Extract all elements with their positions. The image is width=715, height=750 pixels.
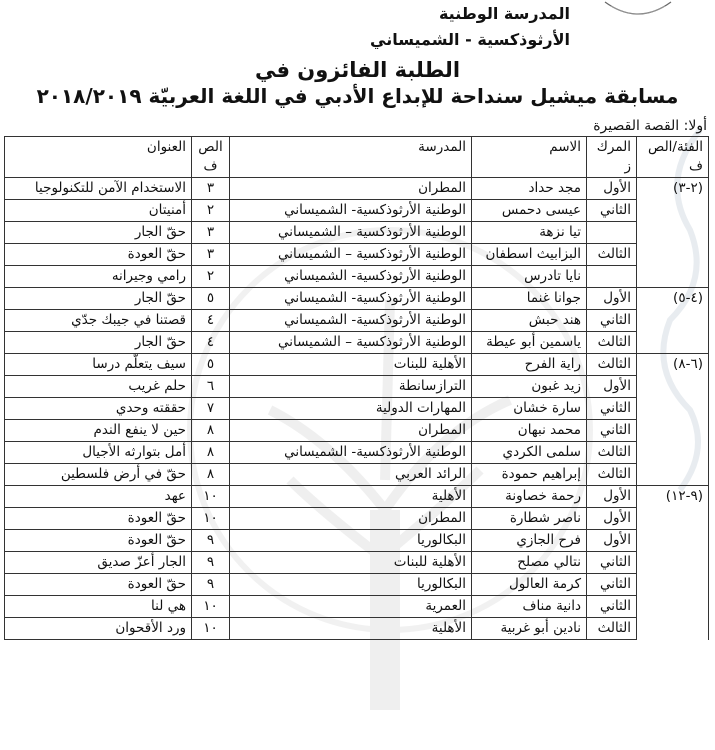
name-cell: زيد غبون	[472, 376, 587, 398]
category-cell	[637, 222, 709, 244]
rank-cell: الثالث	[587, 464, 637, 486]
grade-cell: ٣	[192, 244, 230, 266]
grade-cell: ٣	[192, 178, 230, 200]
category-cell	[637, 442, 709, 464]
name-cell: راية الفرح	[472, 354, 587, 376]
name-cell: البزابيث اسطفان	[472, 244, 587, 266]
title-cell: حققته وحدي	[5, 398, 192, 420]
rank-cell: الثاني	[587, 552, 637, 574]
name-cell: مجد حداد	[472, 178, 587, 200]
school-cell: الوطنية الأرثوذكسية- الشميساني	[230, 442, 472, 464]
name-cell: محمد نبهان	[472, 420, 587, 442]
category-cell	[637, 244, 709, 266]
table-row	[5, 596, 709, 618]
title-cell: ورد الأقحوان	[5, 618, 192, 640]
grade-cell: ٩	[192, 530, 230, 552]
category-cell	[637, 376, 709, 398]
category-cell: (٢-٣)	[637, 178, 709, 200]
rank-cell: الثاني	[587, 398, 637, 420]
grade-cell: ٩	[192, 574, 230, 596]
rank-cell: الثاني	[587, 596, 637, 618]
category-cell	[637, 508, 709, 530]
table-body	[5, 178, 709, 640]
grade-cell: ١٠	[192, 596, 230, 618]
school-cell: المطران	[230, 508, 472, 530]
name-cell: عيسى دحمس	[472, 200, 587, 222]
title-cell: حقّ الجار	[5, 288, 192, 310]
rank-cell: الأول	[587, 530, 637, 552]
table-row	[5, 420, 709, 442]
grade-cell: ٢	[192, 266, 230, 288]
table-row	[5, 200, 709, 222]
table-header-row	[5, 137, 709, 178]
category-cell	[637, 266, 709, 288]
school-cell: المطران	[230, 420, 472, 442]
title-cell: أمل بتوارثه الأجيال	[5, 442, 192, 464]
title-cell: عهد	[5, 486, 192, 508]
school-cell: الوطنية الأرثوذكسية – الشميساني	[230, 244, 472, 266]
name-cell: جوانا غنما	[472, 288, 587, 310]
school-cell: الوطنية الأرثوذكسية- الشميساني	[230, 200, 472, 222]
table-row	[5, 222, 709, 244]
category-cell	[637, 552, 709, 574]
title-cell: حقّ الجار	[5, 332, 192, 354]
rank-cell: الثالث	[587, 618, 637, 640]
title-cell: حلم غريب	[5, 376, 192, 398]
category-cell	[637, 618, 709, 640]
grade-cell: ٣	[192, 222, 230, 244]
title-cell: حقّ الجار	[5, 222, 192, 244]
title-cell: أمنيتان	[5, 200, 192, 222]
table-row	[5, 552, 709, 574]
table-row	[5, 398, 709, 420]
grade-cell: ٨	[192, 464, 230, 486]
column-header-rank: المرك ز	[587, 137, 637, 178]
grade-cell: ٥	[192, 288, 230, 310]
title-cell: حقّ العودة	[5, 530, 192, 552]
table-row	[5, 508, 709, 530]
school-cell: الوطنية الأرثوذكسية – الشميساني	[230, 332, 472, 354]
grade-cell: ٤	[192, 332, 230, 354]
category-cell	[637, 310, 709, 332]
rank-cell: الثالث	[587, 442, 637, 464]
school-cell: البكالوريا	[230, 530, 472, 552]
grade-cell: ٨	[192, 442, 230, 464]
rank-cell	[587, 266, 637, 288]
title-cell: هي لنا	[5, 596, 192, 618]
category-cell: (٤-٥)	[637, 288, 709, 310]
column-header-school: المدرسة	[230, 137, 472, 178]
title-cell: حين لا ينفع الندم	[5, 420, 192, 442]
school-cell: الأهلية	[230, 618, 472, 640]
name-cell: كرمة العالول	[472, 574, 587, 596]
table-row	[5, 244, 709, 266]
title-cell: رامي وجيرانه	[5, 266, 192, 288]
rank-cell: الأول	[587, 288, 637, 310]
name-cell: سلمى الكردي	[472, 442, 587, 464]
title-cell: قصتنا في جيبك جدّي	[5, 310, 192, 332]
table-row	[5, 530, 709, 552]
name-cell: نايا تادرس	[472, 266, 587, 288]
title-cell: حقّ العودة	[5, 508, 192, 530]
rank-cell: الأول	[587, 508, 637, 530]
school-branch: الأرثوذكسية - الشميساني	[370, 30, 570, 49]
rank-cell: الثالث	[587, 332, 637, 354]
table-row	[5, 442, 709, 464]
school-cell: البكالوريا	[230, 574, 472, 596]
school-cell: الوطنية الأرثوذكسية – الشميساني	[230, 222, 472, 244]
rank-cell: الأول	[587, 376, 637, 398]
rank-cell: الأول	[587, 486, 637, 508]
school-logo	[603, 0, 673, 22]
column-header-category: الفئة/الص ف	[637, 137, 709, 178]
competition-title: مسابقة ميشيل سنداحة للإبداع الأدبي في اللغة العربيّة ٢٠١٨/٢٠١٩	[36, 84, 679, 108]
title-cell: حقّ في أرض فلسطين	[5, 464, 192, 486]
grade-cell: ٧	[192, 398, 230, 420]
grade-cell: ١٠	[192, 486, 230, 508]
name-cell: تيا نزهة	[472, 222, 587, 244]
name-cell: نتالي مصلح	[472, 552, 587, 574]
school-cell: المهارات الدولية	[230, 398, 472, 420]
name-cell: نادين أبو غربية	[472, 618, 587, 640]
grade-cell: ٩	[192, 552, 230, 574]
category-cell	[637, 596, 709, 618]
school-cell: الأهلية	[230, 486, 472, 508]
section-heading: أولا: القصة القصيرة	[593, 118, 707, 134]
name-cell: سارة خشان	[472, 398, 587, 420]
column-header-title: العنوان	[5, 137, 192, 178]
name-cell: هند حبش	[472, 310, 587, 332]
name-cell: فرح الجازي	[472, 530, 587, 552]
rank-cell: الثاني	[587, 574, 637, 596]
grade-cell: ٨	[192, 420, 230, 442]
table-row	[5, 310, 709, 332]
winners-table	[4, 136, 709, 640]
school-cell: المطران	[230, 178, 472, 200]
school-cell: الأهلية للبنات	[230, 552, 472, 574]
table-row	[5, 354, 709, 376]
table-row	[5, 288, 709, 310]
category-cell	[637, 200, 709, 222]
category-cell	[637, 530, 709, 552]
category-cell: (٦-٨)	[637, 354, 709, 376]
rank-cell: الثالث	[587, 244, 637, 266]
category-cell	[637, 574, 709, 596]
rank-cell	[587, 222, 637, 244]
table-row	[5, 464, 709, 486]
school-cell: الأهلية للبنات	[230, 354, 472, 376]
title-cell: حقّ العودة	[5, 574, 192, 596]
table-row	[5, 486, 709, 508]
school-name: المدرسة الوطنية	[438, 4, 570, 23]
name-cell: رحمة خصاونة	[472, 486, 587, 508]
grade-cell: ٦	[192, 376, 230, 398]
table-row	[5, 618, 709, 640]
column-header-grade: الص ف	[192, 137, 230, 178]
grade-cell: ٤	[192, 310, 230, 332]
category-cell	[637, 464, 709, 486]
grade-cell: ٢	[192, 200, 230, 222]
grade-cell: ١٠	[192, 508, 230, 530]
rank-cell: الثالث	[587, 354, 637, 376]
name-cell: ياسمين أبو عيطة	[472, 332, 587, 354]
rank-cell: الثاني	[587, 200, 637, 222]
name-cell: دانية مناف	[472, 596, 587, 618]
title-cell: سيف يتعلّم درسا	[5, 354, 192, 376]
category-cell: (٩-١٢)	[637, 486, 709, 508]
title-cell: الاستخدام الآمن للتكنولوجيا	[5, 178, 192, 200]
rank-cell: الثاني	[587, 420, 637, 442]
category-cell	[637, 420, 709, 442]
school-cell: الوطنية الأرثوذكسية- الشميساني	[230, 288, 472, 310]
title-cell: الجار أعزّ صديق	[5, 552, 192, 574]
table-row	[5, 266, 709, 288]
school-cell: الوطنية الأرثوذكسية- الشميساني	[230, 310, 472, 332]
title-cell: حقّ العودة	[5, 244, 192, 266]
table-row	[5, 332, 709, 354]
school-cell: العمرية	[230, 596, 472, 618]
category-cell	[637, 332, 709, 354]
table-row	[5, 376, 709, 398]
grade-cell: ٥	[192, 354, 230, 376]
column-header-name: الاسم	[472, 137, 587, 178]
table-row	[5, 574, 709, 596]
school-cell: الترازسانطة	[230, 376, 472, 398]
school-cell: الرائد العربي	[230, 464, 472, 486]
grade-cell: ١٠	[192, 618, 230, 640]
name-cell: ناصر شطارة	[472, 508, 587, 530]
name-cell: إبراهيم حمودة	[472, 464, 587, 486]
rank-cell: الثاني	[587, 310, 637, 332]
table-row	[5, 178, 709, 200]
category-cell	[637, 398, 709, 420]
school-cell: الوطنية الأرثوذكسية- الشميساني	[230, 266, 472, 288]
rank-cell: الأول	[587, 178, 637, 200]
page-title: الطلبة الفائزون في	[254, 58, 461, 82]
